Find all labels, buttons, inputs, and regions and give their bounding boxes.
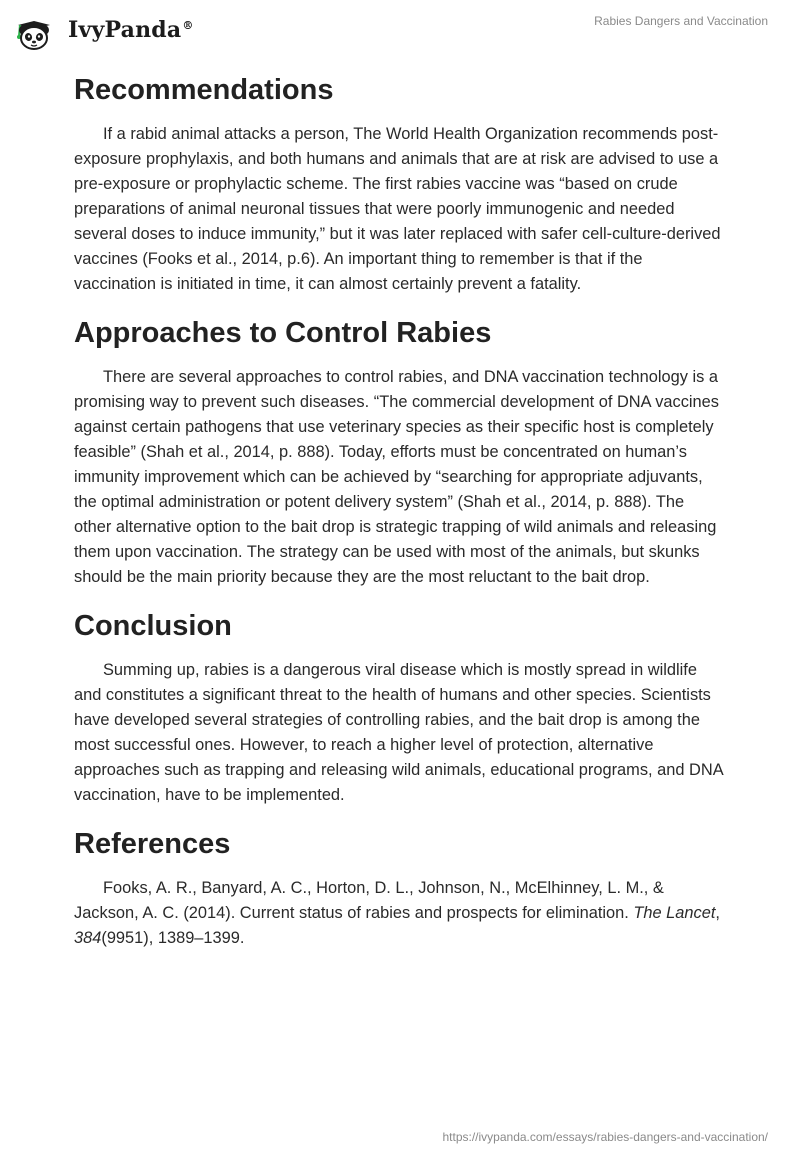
- paragraph-conclusion: Summing up, rabies is a dangerous viral disease which is mostly spread in wildlife and constitutes a significant threat to the health of humans and other species. Scientists have developed several strategies of controlling rabies, and the bait drop is among the most successful ones. However, to reach a higher level of protection, alternative approaches such as trapping and releasing wild animals, educational programs, and DNA vaccination, have to be implemented.: [74, 661, 723, 804]
- heading-recommendations: Recommendations: [74, 74, 334, 106]
- page-header: [0, 0, 800, 60]
- heading-conclusion: Conclusion: [74, 610, 232, 642]
- heading-approaches: Approaches to Control Rabies: [74, 317, 492, 349]
- paragraph-approaches: There are several approaches to control rabies, and DNA vaccination technology is a promising way to prevent such diseases. “The commercial development of DNA vaccines against certain pathogens that use veterinary species as their specific host is completely feasible” (Shah et al., 2014, p. 888). Today, efforts must be concentrated on human’s immunity improvement which can be achieved by “searching for appropriate adjuvants, the optimal administration or potent delivery system” (Shah et al., 2014, p. 888). The other alternative option to the bait drop is strategic trapping of wild animals and releasing them upon vaccination. The strategy can be used with most of the animals, but skunks should be the main priority because they are the most reluctant to the bait drop.: [74, 368, 719, 586]
- document-content: [74, 70, 724, 951]
- brand-name: IvyPanda®: [68, 17, 194, 43]
- document-title: Rabies Dangers and Vaccination: [594, 14, 768, 28]
- paragraph-recommendations: If a rabid animal attacks a person, The World Health Organization recommends post-exposure prophylaxis, and both humans and animals that are at risk are advised to use a pre-exposure or prophylactic scheme. The first rabies vaccine was “based on crude preparations of animal neuronal tissues that were poorly immunogenic and needed several doses to induce immunity,” but it was later replaced with safer cell-culture-derived vaccines (Fooks et al., 2014, p.6). An important thing to remember is that if the vaccination is initiated in time, it can almost certainly prevent a fatality.: [74, 125, 721, 293]
- reference-journal: The Lancet: [633, 904, 716, 922]
- footer-url-link[interactable]: https://ivypanda.com/essays/rabies-dangers-and-vaccination/: [442, 1130, 768, 1144]
- panda-graduate-icon: [14, 8, 62, 52]
- reference-authors: Fooks, A. R., Banyard, A. C., Horton, D. L., Johnson, N., McElhinney, L. M., & Jackson, A. C. (2014). Current status of rabies and prospects for elimination.: [74, 879, 664, 922]
- reference-pages: (9951), 1389–1399.: [101, 929, 245, 947]
- ivypanda-logo[interactable]: [14, 8, 194, 52]
- reference-entry: [74, 876, 724, 951]
- reference-separator: ,: [715, 904, 720, 922]
- reference-volume: 384: [74, 929, 102, 947]
- heading-references: References: [74, 828, 231, 860]
